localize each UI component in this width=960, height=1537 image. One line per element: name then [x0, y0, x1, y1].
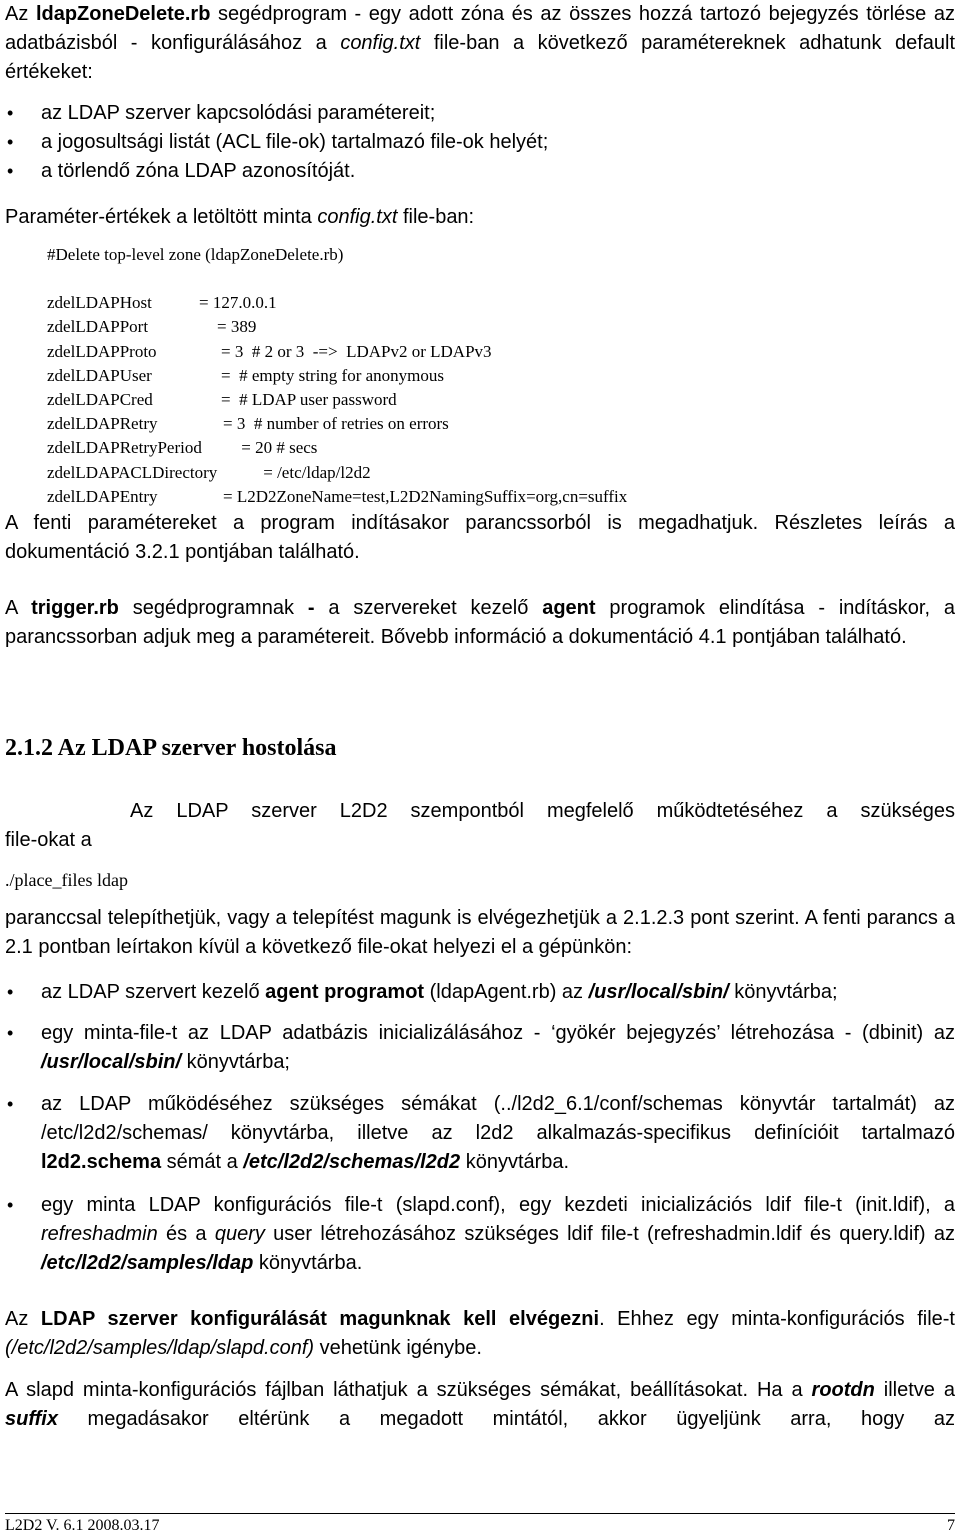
param-value: = L2D2ZoneName=test,L2D2NamingSuffix=org,cn=suffix — [223, 486, 628, 506]
code-row — [47, 485, 627, 509]
param-key: zdelLDAPPort — [47, 317, 149, 337]
item-text: sémát a — [161, 1151, 244, 1173]
paragraph-hosting-line2: file-okat a — [5, 829, 92, 851]
path-samples: /etc/l2d2/samples/ldap — [41, 1252, 254, 1274]
list-item — [5, 1090, 955, 1177]
schema-bold: l2d2.schema — [41, 1151, 162, 1173]
slapd-path: (/etc/l2d2/samples/ldap/slapd.conf) — [5, 1337, 315, 1359]
list-item: • a törlendő zóna LDAP azonosítóját. — [5, 157, 955, 186]
paragraph-config — [5, 1305, 955, 1363]
param-key: zdelLDAPCred — [47, 389, 153, 409]
code-row — [47, 412, 627, 436]
para-text: A slapd minta-konfigurációs fájlban láthatjuk a szükséges sémákat, beállításokat. Ha a — [5, 1379, 812, 1401]
code-comment: #Delete top-level zone (ldapZoneDelete.rb) — [47, 245, 344, 264]
param-key: zdelLDAPHost — [47, 293, 152, 313]
item-text: könyvtárba; — [181, 1051, 290, 1073]
para-text: megadásakor eltérünk a megadott mintától, akkor ügyeljünk arra, hogy az — [57, 1408, 955, 1430]
place-files-command: ./place_files ldap — [5, 870, 128, 890]
item-text: és a — [157, 1223, 215, 1245]
code-row — [47, 364, 627, 388]
para-text: Az — [5, 1308, 41, 1330]
code-row — [47, 340, 627, 364]
item-text: az LDAP szervert kezelő — [41, 981, 266, 1003]
code-spacer — [47, 267, 627, 291]
config-code-block — [47, 243, 627, 509]
param-key: zdelLDAPUser — [47, 365, 152, 385]
paragraph-slapd — [5, 1376, 955, 1434]
trigger-script-bold: trigger.rb — [31, 597, 119, 619]
param-key: zdelLDAPRetry — [47, 414, 158, 434]
config-bold: LDAP szerver konfigurálását magunknak kell elvégezni — [40, 1308, 600, 1330]
param-value: = 127.0.0.1 — [199, 293, 277, 313]
script-name-bold: ldapZoneDelete.rb — [35, 3, 211, 25]
footer-rule — [5, 1513, 955, 1514]
item-text: az LDAP működéséhez szükséges sémákat (../l2d2_6.1/conf/schemas könyvtár tartalmát) az /etc/l2d2/schemas/ könyvtárba, illetve az l2d2 alkalmazás-specifikus definícióit tartalmazó — [41, 1093, 955, 1144]
paragraph-hosting-line3: paranccsal telepíthetjük, vagy a telepítést magunk is elvégezhetjük a 2.1.2.3 pont szerint. A fenti parancs a 2.1 pontban leírtakon kívül a következő file-okat helyezi el a gépünkön: — [5, 907, 955, 958]
param-value: = /etc/ldap/l2d2 — [259, 462, 371, 482]
param-key: zdelLDAPACLDirectory — [47, 462, 218, 482]
dash-bold: - — [307, 597, 315, 619]
paragraph-parameters: A fenti paramétereket a program indításakor parancssorból is megadhatjuk. Részletes leírás a dokumentáció 3.2.1 pontjában található. — [5, 512, 955, 563]
page-footer — [5, 1517, 955, 1535]
intro-text: file-ban a következő paramétereknek adhatunk default értékeket: — [5, 32, 955, 83]
param-values-line — [5, 203, 955, 232]
query-italic: query — [214, 1223, 265, 1245]
param-value: = 3 # 2 or 3 -=> LDAPv2 or LDAPv3 — [221, 341, 492, 361]
path-sbin: /usr/local/sbin/ — [588, 981, 729, 1003]
footer-version: L2D2 V. 6.1 2008.03.17 — [5, 1517, 160, 1534]
para-text: A — [5, 597, 32, 619]
paragraph-hosting-line1: Az LDAP szerver L2D2 szempontból megfelelő működtetéséhez a szükséges — [130, 800, 955, 822]
path-schemas: /etc/l2d2/schemas/l2d2 — [243, 1151, 461, 1173]
para-text: a szervereket kezelő — [314, 597, 543, 619]
rootdn-term: rootdn — [811, 1379, 875, 1401]
item-text: egy minta LDAP konfigurációs file-t (slapd.conf), egy kezdeti inicializációs ldif file-t (init.ldif), a — [41, 1194, 955, 1216]
param-value: = 3 # number of retries on errors — [223, 414, 449, 434]
para-text: programok elindítása - indításkor, a parancssorban adjuk meg a paramétereit. Bővebb információ a dokumentáció 4.1 pontjában található. — [5, 597, 955, 648]
item-text: könyvtárba; — [728, 981, 838, 1003]
installed-files-list — [5, 978, 955, 1278]
list-item — [5, 1191, 955, 1278]
intro-text: Az — [5, 3, 36, 25]
param-key: zdelLDAPEntry — [47, 486, 158, 506]
item-text: (ldapAgent.rb) az — [424, 981, 589, 1003]
param-key: zdelLDAPProto — [47, 341, 157, 361]
code-rows — [47, 291, 627, 509]
refreshadmin-italic: refreshadmin — [41, 1223, 158, 1245]
para-text: segédprogramnak — [118, 597, 308, 619]
code-row — [47, 436, 627, 460]
parameter-list — [5, 99, 955, 186]
code-row — [47, 461, 627, 485]
item-text: user létrehozásához szükséges ldif file-t (refreshadmin.ldif és query.ldif) az — [264, 1223, 956, 1245]
config-filename: config.txt — [340, 32, 421, 54]
path-sbin: /usr/local/sbin/ — [41, 1051, 182, 1073]
item-text: könyvtárba. — [253, 1252, 363, 1274]
param-value: = # LDAP user password — [221, 389, 397, 409]
suffix-term: suffix — [5, 1408, 58, 1430]
param-value: = 20 # secs — [237, 438, 318, 458]
code-row — [47, 315, 627, 339]
config-filename: config.txt — [317, 206, 398, 228]
page-number: 7 — [947, 1517, 955, 1534]
section-heading: 2.1.2 Az LDAP szerver hostolása — [5, 735, 337, 761]
list-item — [5, 1019, 955, 1077]
param-text: Paraméter-értékek a letöltött minta — [5, 206, 318, 228]
param-value: = 389 — [217, 317, 257, 337]
item-text: könyvtárba. — [460, 1151, 570, 1173]
param-key: zdelLDAPRetryPeriod — [47, 438, 202, 458]
intro-paragraph — [5, 0, 955, 87]
paragraph-trigger — [5, 594, 955, 652]
code-row — [47, 291, 627, 315]
agent-program-bold: agent programot — [265, 981, 425, 1003]
para-text: vehetünk igénybe. — [314, 1337, 482, 1359]
param-text: file-ban: — [397, 206, 475, 228]
list-item: • az LDAP szerver kapcsolódási paramétereit; — [5, 99, 955, 128]
list-item — [5, 978, 955, 1007]
agent-bold: agent — [542, 597, 596, 619]
para-text: illetve a — [874, 1379, 955, 1401]
intro-text: segédprogram - egy adott zóna és az összes hozzá tartozó bejegyzés törlése az adatbázisból - konfigurálásához a — [5, 3, 955, 54]
item-text: egy minta-file-t az LDAP adatbázis inicializálásához - ‘gyökér bejegyzés’ létrehozása - (dbinit) az — [41, 1022, 955, 1044]
code-row — [47, 388, 627, 412]
list-item: • a jogosultsági listát (ACL file-ok) tartalmazó file-ok helyét; — [5, 128, 955, 157]
param-value: = # empty string for anonymous — [221, 365, 445, 385]
para-text: . Ehhez egy minta-konfigurációs file-t — [599, 1308, 955, 1330]
